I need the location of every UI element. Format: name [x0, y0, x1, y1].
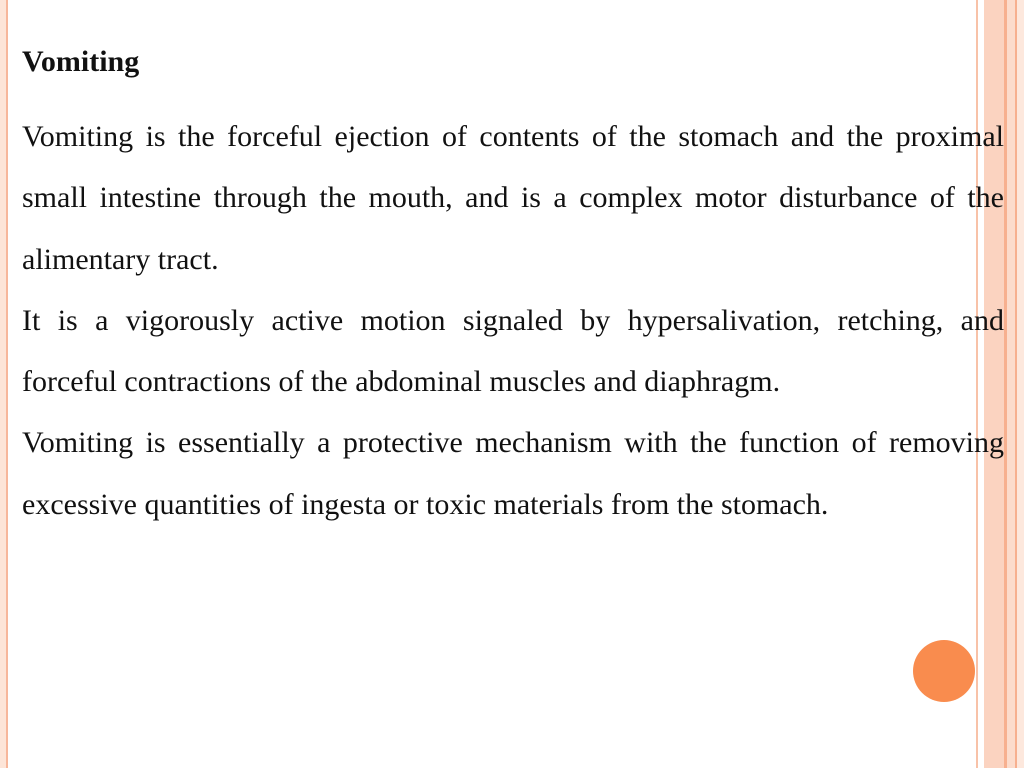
paragraph-motion: It is a vigorously active motion signaled by hypersalivation, retching, and forceful contractions of the abdominal muscles and diaphragm. [22, 303, 1004, 399]
slide-content [22, 40, 1004, 535]
paragraph-definition: Vomiting is the forceful ejection of contents of the stomach and the proximal small intestine through the mouth, and is a complex motor disturbance of the alimentary tract. [22, 120, 1004, 276]
left-border-stripe [0, 0, 10, 768]
decorative-circle [913, 640, 975, 702]
slide-title: Vomiting [22, 45, 140, 78]
paragraph-protective: Vomiting is essentially a protective mechanism with the function of removing excessive quantities of ingesta or toxic materials from the stomach. [22, 426, 1004, 521]
